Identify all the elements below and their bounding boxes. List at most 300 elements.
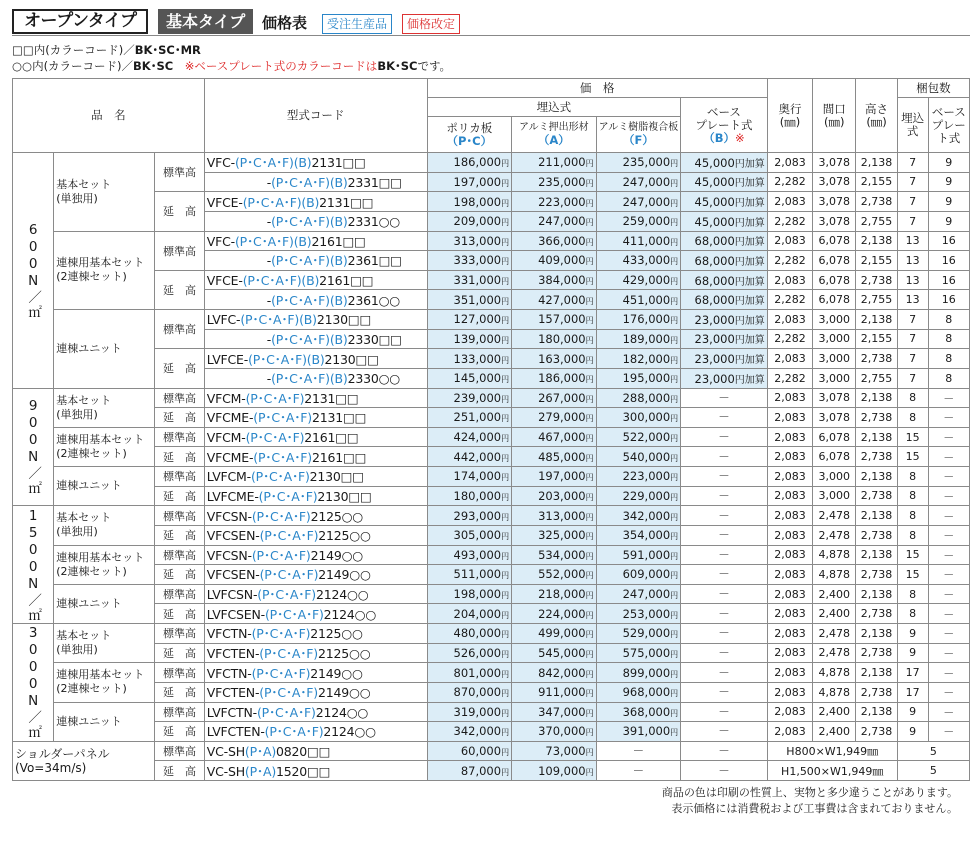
depth-unit: (㎜) (779, 114, 801, 129)
price-poly-unit: 円 (501, 375, 510, 385)
price-poly (427, 349, 512, 369)
price-poly (427, 604, 512, 624)
col-comp (596, 117, 681, 153)
pack-base: － (928, 427, 969, 447)
price-comp (596, 329, 681, 349)
price-alu-value: 384,000 (538, 273, 586, 288)
price-comp-unit: 円 (670, 178, 679, 188)
height-type: 延 高 (155, 565, 205, 585)
price-poly (427, 702, 512, 722)
height: 2,155 (856, 172, 897, 192)
price-alu-unit: 円 (585, 649, 594, 659)
price-alu-unit: 円 (585, 512, 594, 522)
pack-base: － (928, 388, 969, 408)
price-alu-unit: 円 (585, 689, 594, 699)
model-code (204, 211, 427, 231)
model-code-prefix: LVFCM- (206, 469, 251, 485)
price-poly-value: 305,000 (453, 528, 502, 543)
pack-embed: 15 (897, 447, 928, 467)
price-alu-unit: 円 (585, 237, 594, 247)
price-comp-unit: 円 (670, 532, 679, 542)
price-base: － (681, 565, 768, 585)
price-alu-value: 157,000 (538, 312, 586, 327)
price-alu-value: 499,000 (538, 626, 586, 641)
price-alu-unit: 円 (585, 434, 594, 444)
price-comp (596, 349, 681, 369)
price-comp (596, 663, 681, 683)
price-alu-value: 163,000 (538, 351, 586, 366)
price-base: － (681, 624, 768, 644)
price-poly (427, 467, 512, 487)
model-code-suffix: 2330○○ (347, 371, 400, 387)
height: 2,138 (856, 310, 897, 330)
height: 2,755 (856, 290, 897, 310)
pack-base: 9 (928, 153, 969, 173)
width: 2,478 (813, 624, 856, 644)
price-comp: － (596, 761, 681, 781)
price-poly-value: 133,000 (453, 351, 502, 366)
price-alu (512, 565, 597, 585)
price-comp (596, 486, 681, 506)
price-alu-unit: 円 (585, 453, 594, 463)
price-alu-unit: 円 (585, 355, 594, 365)
model-code-suffix: 2149○○ (310, 547, 364, 563)
pack-embed: 13 (897, 251, 928, 271)
price-base-unit: 円加算 (734, 374, 765, 386)
price-poly-value: 174,000 (453, 469, 502, 484)
model-code-prefix: VFCM- (206, 430, 246, 446)
price-base (681, 368, 768, 388)
depth: 2,083 (767, 231, 812, 251)
price-base-unit: 円加算 (734, 158, 765, 170)
product-name (54, 506, 155, 545)
depth: 2,083 (767, 584, 812, 604)
height: 2,138 (856, 388, 897, 408)
price-alu-value: 485,000 (538, 449, 586, 464)
price-alu-value: 180,000 (538, 331, 586, 346)
note-2-codes: BK･SC (133, 59, 174, 73)
price-poly-value: 127,000 (453, 312, 502, 327)
price-comp (596, 231, 681, 251)
product-name (54, 624, 155, 663)
col-code: 型式コード (204, 79, 427, 153)
depth: 2,083 (767, 447, 812, 467)
price-comp (596, 251, 681, 271)
price-alu (512, 486, 597, 506)
model-code-prefix: LVFCSN- (206, 587, 258, 603)
pack-base: － (928, 643, 969, 663)
product-name-sub: (単独用) (56, 525, 98, 539)
price-base (681, 349, 768, 369)
height: 2,138 (856, 584, 897, 604)
height-type: 延 高 (155, 408, 205, 428)
price-poly-value: 145,000 (453, 371, 502, 386)
model-code-suffix: 2161□□ (311, 449, 367, 465)
price-comp-value: 342,000 (622, 508, 671, 523)
price-base (681, 231, 768, 251)
price-poly-unit: 円 (501, 669, 510, 679)
model-code-options: (P･C･A･F) (264, 724, 324, 740)
price-comp (596, 192, 681, 212)
model-code-prefix: VFC- (206, 233, 235, 249)
model-code-suffix: 2131□□ (304, 390, 359, 406)
model-code-prefix: - (266, 214, 272, 230)
price-comp (596, 702, 681, 722)
table-row (13, 643, 970, 663)
pack-base: － (928, 722, 969, 742)
price-alu (512, 310, 597, 330)
price-alu (512, 643, 597, 663)
width: 3,078 (813, 172, 856, 192)
price-comp (596, 565, 681, 585)
price-comp-unit: 円 (670, 551, 679, 561)
price-alu-value: 911,000 (538, 685, 586, 700)
table-row (13, 604, 970, 624)
price-alu-unit: 円 (585, 296, 594, 306)
col-name: 品 名 (13, 79, 205, 153)
table-row (13, 349, 970, 369)
model-code (204, 525, 427, 545)
price-comp-unit: 円 (670, 198, 679, 208)
price-comp-unit: 円 (670, 296, 679, 306)
model-code-options: (P･C･A･F)(B) (271, 253, 348, 269)
model-code (204, 388, 427, 408)
price-alu (512, 525, 597, 545)
price-base-value: 68,000 (694, 293, 735, 308)
product-name-sub: (単独用) (56, 191, 98, 205)
pack-base: 8 (928, 310, 969, 330)
depth: 2,083 (767, 408, 812, 428)
price-poly-unit: 円 (501, 237, 510, 247)
pack-base-label-3: ト式 (937, 130, 961, 145)
model-code-suffix: 2331□□ (347, 174, 402, 190)
price-poly-value: 331,000 (453, 273, 502, 288)
price-poly-value: 293,000 (453, 508, 502, 523)
model-code-suffix: 2124○○ (315, 587, 369, 603)
price-table-body (13, 153, 970, 781)
model-code-prefix: VC-SH (206, 744, 245, 760)
depth: 2,282 (767, 251, 812, 271)
price-base (681, 270, 768, 290)
price-poly (427, 761, 512, 781)
price-poly-value: 801,000 (453, 665, 502, 680)
col-height (856, 79, 897, 153)
price-poly-value: 511,000 (453, 567, 502, 582)
height: 2,738 (856, 604, 897, 624)
price-alu (512, 368, 597, 388)
model-code (204, 192, 427, 212)
note-2-end: です。 (417, 59, 452, 73)
height: 2,738 (856, 408, 897, 428)
model-code-suffix: 2131□□ (319, 194, 374, 210)
product-name (54, 702, 155, 741)
price-base (681, 329, 768, 349)
model-code-options: (P･C･A･F) (253, 410, 312, 426)
note-2-base-codes: BK･SC (377, 59, 418, 73)
price-base-value: 68,000 (694, 273, 735, 288)
depth: 2,083 (767, 545, 812, 565)
height-unit: (㎜) (866, 114, 887, 129)
price-comp-unit: 円 (670, 512, 679, 522)
height-type: 標準高 (155, 663, 205, 683)
price-comp (596, 447, 681, 467)
product-name (54, 545, 155, 584)
price-base: － (681, 525, 768, 545)
model-code-prefix: VFCE- (206, 273, 243, 289)
product-name-main: 基本セット (56, 511, 112, 525)
height: 2,738 (856, 447, 897, 467)
pack-base: 16 (928, 270, 969, 290)
price-base: － (681, 741, 768, 761)
width: 2,478 (813, 525, 856, 545)
price-alu (512, 211, 597, 231)
price-comp-unit: 円 (670, 257, 679, 267)
model-code (204, 349, 427, 369)
model-code-suffix: 2124○○ (323, 724, 376, 740)
price-comp-value: 247,000 (622, 194, 671, 209)
pack-base: － (928, 663, 969, 683)
price-alu (512, 349, 597, 369)
price-comp-value: 189,000 (622, 331, 671, 346)
price-alu (512, 329, 597, 349)
price-alu-unit: 円 (585, 748, 594, 758)
price-poly-value: 198,000 (453, 194, 502, 209)
price-base (681, 211, 768, 231)
width: 3,000 (813, 310, 856, 330)
price-alu-unit: 円 (585, 218, 594, 228)
height-type: 標準高 (155, 467, 205, 487)
price-poly-unit: 円 (501, 218, 510, 228)
table-row (13, 506, 970, 526)
price-comp-value: 522,000 (622, 430, 671, 445)
model-code-options: (P･C･A･F)(B) (271, 214, 348, 230)
product-name-sub: (2連棟セット) (56, 682, 127, 696)
product-name-sub: (単独用) (56, 407, 98, 421)
price-poly-unit: 円 (501, 649, 510, 659)
height: 2,155 (856, 251, 897, 271)
price-poly-value: 526,000 (453, 645, 502, 660)
price-alu (512, 427, 597, 447)
model-code-prefix: - (266, 174, 272, 190)
price-poly-value: 493,000 (453, 547, 502, 562)
pack-embed: 7 (897, 310, 928, 330)
model-code (204, 722, 427, 742)
price-comp-unit: 円 (670, 218, 679, 228)
price-alu-value: 366,000 (538, 233, 586, 248)
pack-base: － (928, 604, 969, 624)
model-code-options: (P･C･A･F) (259, 685, 318, 701)
height: 2,738 (856, 682, 897, 702)
price-comp-unit: 円 (670, 335, 679, 345)
col-alu (512, 117, 597, 153)
price-base-value: 68,000 (694, 253, 735, 268)
price-poly (427, 584, 512, 604)
product-name-sub: (2連棟セット) (56, 270, 127, 284)
model-code-prefix: LVFCE- (206, 351, 249, 367)
model-code-suffix: 2161□□ (304, 430, 359, 446)
model-code-suffix: 2149○○ (310, 665, 363, 681)
price-poly (427, 741, 512, 761)
depth: 2,083 (767, 682, 812, 702)
height-type: 延 高 (155, 525, 205, 545)
pack-embed: 15 (897, 427, 928, 447)
price-poly-unit: 円 (501, 610, 510, 620)
comp-code: （F） (622, 133, 654, 147)
price-poly (427, 486, 512, 506)
model-code-prefix: VC-SH (206, 763, 245, 779)
price-poly (427, 525, 512, 545)
price-poly-value: 198,000 (453, 587, 502, 602)
model-code-prefix: VFCSN- (206, 547, 252, 563)
price-base-unit: 円加算 (734, 296, 765, 308)
col-poly (427, 117, 512, 153)
table-row (13, 153, 970, 173)
price-base-value: 45,000 (694, 214, 735, 229)
model-code (204, 643, 427, 663)
price-comp-unit: 円 (670, 708, 679, 718)
price-alu (512, 604, 597, 624)
pack-embed: 9 (897, 722, 928, 742)
note-2-text: ○○内(カラーコード)／ (12, 59, 134, 73)
price-poly-unit: 円 (501, 198, 510, 208)
table-row (13, 310, 970, 330)
model-code (204, 545, 427, 565)
model-code-prefix: - (266, 371, 272, 387)
pack-embed: 9 (897, 643, 928, 663)
price-comp (596, 525, 681, 545)
price-poly-value: 139,000 (453, 331, 502, 346)
price-alu-unit: 円 (585, 492, 594, 502)
table-row (13, 584, 970, 604)
pack-embed-label-2: 式 (906, 124, 919, 138)
model-code (204, 153, 427, 173)
price-base-unit: 円加算 (734, 198, 765, 210)
price-poly-unit: 円 (501, 394, 510, 404)
comp-label: アルミ樹脂複合板 (598, 122, 679, 133)
depth: 2,282 (767, 290, 812, 310)
price-table (12, 78, 970, 781)
model-code (204, 604, 427, 624)
price-alu-value: 842,000 (538, 665, 586, 680)
product-name-main: 連棟ユニット (56, 341, 122, 355)
model-code (204, 408, 427, 428)
price-base-unit: 円加算 (734, 178, 765, 190)
price-alu-value: 235,000 (538, 174, 586, 189)
price-base-unit: 円加算 (734, 256, 765, 268)
table-row (13, 624, 970, 644)
height: 2,155 (856, 329, 897, 349)
table-row (13, 545, 970, 565)
pack-embed: 17 (897, 663, 928, 683)
product-name-main: 基本セット (56, 177, 112, 191)
price-comp-unit: 円 (670, 375, 679, 385)
pack-embed: 8 (897, 525, 928, 545)
price-comp-value: 433,000 (622, 253, 671, 268)
width: 3,000 (813, 467, 856, 487)
product-name (54, 663, 155, 702)
price-comp (596, 545, 681, 565)
panel-size: H800×W1,949㎜ (767, 741, 897, 761)
height-type: 延 高 (155, 682, 205, 702)
model-code (204, 310, 427, 330)
color-code-note-2 (12, 58, 451, 74)
product-name (54, 584, 155, 623)
product-name-main: 連棟用基本セット (56, 256, 145, 270)
price-alu-value: 534,000 (538, 547, 586, 562)
table-row (13, 722, 970, 742)
height-type: 延 高 (155, 643, 205, 663)
depth: 2,083 (767, 270, 812, 290)
model-code (204, 741, 427, 761)
price-poly (427, 368, 512, 388)
table-row (13, 702, 970, 722)
height: 2,738 (856, 525, 897, 545)
model-code-options: (P･C･A･F) (259, 645, 318, 661)
price-alu (512, 624, 597, 644)
depth-label: 奥行 (778, 101, 802, 116)
poly-label: ポリカ板 (446, 120, 493, 135)
pack-base: － (928, 525, 969, 545)
price-poly-value: 342,000 (453, 724, 502, 739)
price-poly-unit: 円 (501, 728, 510, 738)
price-alu-unit: 円 (585, 532, 594, 542)
price-alu-unit: 円 (585, 198, 594, 208)
price-poly-unit: 円 (501, 178, 510, 188)
table-row (13, 663, 970, 683)
product-name (54, 310, 155, 389)
pack-embed: 15 (897, 545, 928, 565)
price-alu-value: 552,000 (538, 567, 586, 582)
load-group-g3000: 3000N／㎡ (13, 624, 54, 742)
product-name (54, 467, 155, 506)
price-alu (512, 545, 597, 565)
pack-embed: 7 (897, 192, 928, 212)
height: 2,738 (856, 722, 897, 742)
price-comp-value: 247,000 (622, 174, 671, 189)
pack-embed: 7 (897, 349, 928, 369)
model-code-options: (P･C･A･F)(B) (234, 155, 312, 171)
price-comp-unit: 円 (670, 728, 679, 738)
price-base-value: 45,000 (694, 175, 735, 190)
price-comp (596, 172, 681, 192)
poly-code: （P･C） (446, 133, 493, 148)
col-pack: 梱包数 (897, 79, 969, 98)
price-comp-unit: 円 (670, 159, 679, 169)
model-code-suffix: 2125○○ (317, 645, 371, 661)
model-code (204, 290, 427, 310)
height-type: 標準高 (155, 231, 205, 270)
model-code-options: (P･A) (244, 763, 277, 779)
price-poly (427, 722, 512, 742)
pack-embed: 7 (897, 329, 928, 349)
price-poly (427, 388, 512, 408)
pack-base: 8 (928, 349, 969, 369)
load-group-g1500: 1500N／㎡ (13, 506, 54, 624)
col-base (681, 98, 768, 153)
price-base (681, 153, 768, 173)
page-header (12, 6, 970, 36)
price-comp-unit: 円 (670, 355, 679, 365)
price-poly (427, 310, 512, 330)
price-comp-unit: 円 (670, 473, 679, 483)
model-code-prefix: LVFCSEN- (206, 606, 265, 622)
price-comp-unit: 円 (670, 237, 679, 247)
model-code-options: (P･C･A･F) (259, 528, 319, 544)
price-alu (512, 172, 597, 192)
price-alu-unit: 円 (585, 159, 594, 169)
price-comp-value: 391,000 (622, 724, 671, 739)
model-code (204, 663, 427, 683)
